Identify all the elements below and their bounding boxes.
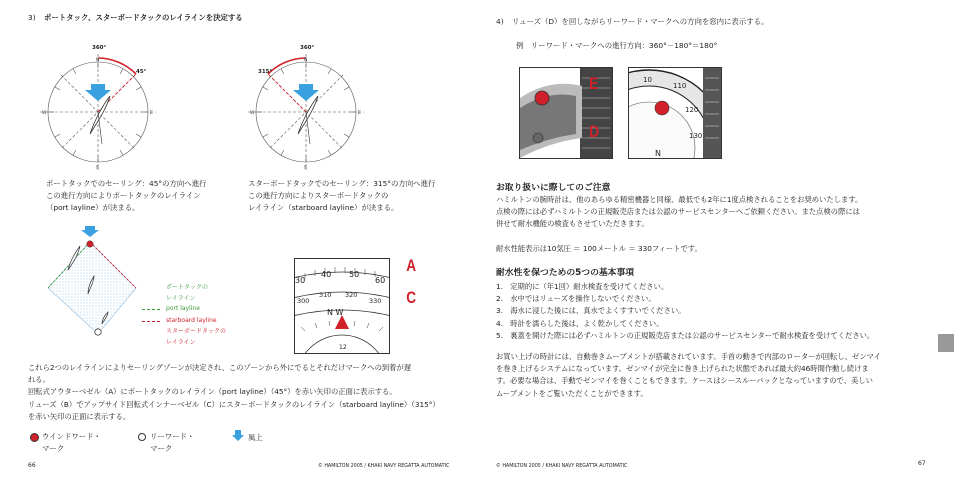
section1-title: お取り扱いに際してのご注意 bbox=[496, 183, 611, 193]
bezel-closeup bbox=[294, 258, 390, 354]
bezel-outer-tick-1: 30 bbox=[295, 276, 306, 285]
section2-list bbox=[496, 281, 874, 342]
bezel-outer-tick-4: 60 bbox=[375, 276, 386, 285]
bezel-inner-tick-3: 320 bbox=[345, 291, 358, 299]
legend-leeward2: マーク bbox=[150, 444, 173, 453]
bezel-label-c: C bbox=[406, 288, 417, 307]
watch-photo-side bbox=[519, 67, 613, 159]
body-line4: リューズ（B）でアップサイド回転式インナーベゼル（C）にスターボードタックのレイライン（starboard layline）（315°） bbox=[28, 399, 440, 409]
compass1-s: S bbox=[96, 166, 99, 171]
legend-wind: 風上 bbox=[248, 433, 263, 442]
compass2-e: E bbox=[358, 111, 361, 116]
compass-port-diagram bbox=[36, 36, 166, 176]
watch-photo-front bbox=[628, 67, 722, 159]
windward-mark-icon bbox=[30, 433, 39, 442]
compass2-top-label: 360° bbox=[300, 45, 315, 51]
compass1-w: W bbox=[42, 111, 47, 116]
watch-bezel-num-4: 130 bbox=[689, 132, 703, 140]
step3-title: ポートタック、スターボードタックのレイラインを決定する bbox=[44, 13, 243, 22]
bezel-nw: N W bbox=[327, 308, 344, 317]
closing-paragraph bbox=[496, 351, 881, 400]
step3-number: 3) bbox=[28, 13, 36, 22]
left-footer: © HAMILTON 2005 / KHAKI NAVY REGATTA AUTOMATIC bbox=[318, 464, 450, 469]
left-body-paragraph bbox=[28, 362, 440, 423]
compass1-e: E bbox=[150, 111, 153, 116]
compass2-caption-line3: レイライン（starboard layline）が決まる。 bbox=[248, 203, 399, 212]
closing-line3: す。必要な場合は、手動でゼンマイを巻くこともできます。ケースはシースルーバックとなっていますので、美しい bbox=[496, 376, 873, 386]
section2-title: 耐水性を保つための5つの基本事項 bbox=[496, 268, 635, 278]
watch-label-e: E bbox=[589, 74, 599, 93]
section1-line4: 耐水性能表示は10気圧 ＝ 100メートル ＝ 330フィートです。 bbox=[496, 244, 702, 253]
watch-bezel-num-3: 120 bbox=[685, 106, 699, 114]
legend-windward2: マーク bbox=[42, 444, 65, 453]
compass2-caption-line1: スターボードタックでのセーリング：315°の方向へ進行 bbox=[248, 179, 436, 188]
zone-starboard-jp2: レイライン bbox=[166, 339, 196, 346]
section2-item-5: 5. 裏蓋を開けた際には必ずハミルトンの正規販売店または公認のサービスセンターで耐水検査を受けてください。 bbox=[496, 330, 875, 340]
body-line2: れる。 bbox=[28, 375, 50, 385]
legend-windward1: ウインドワード・ bbox=[42, 432, 101, 441]
section1-line3: 併せて耐水機能の検査もさせていただきます。 bbox=[496, 219, 649, 229]
wind-arrow-icon bbox=[232, 430, 244, 442]
compass2-n: N bbox=[304, 58, 308, 63]
zone-port-jp2: レイライン bbox=[166, 295, 196, 302]
section1-line1: ハミルトンの腕時計は、他のあらゆる精密機器と同様、最低でも2年に1度点検されることをお奨めいたします。 bbox=[496, 195, 863, 204]
compass1-angle-label: 45° bbox=[136, 69, 147, 75]
zone-starboard-en: starboard layline bbox=[166, 317, 217, 324]
bezel-outer-tick-2: 40 bbox=[321, 270, 332, 279]
bezel-dial-num: 12 bbox=[339, 344, 347, 351]
zone-port-line bbox=[142, 309, 160, 310]
bezel-outer-tick-3: 50 bbox=[349, 270, 360, 279]
compass2-w: W bbox=[250, 111, 255, 116]
compass1-top-label: 360° bbox=[92, 45, 107, 51]
body-line1: これら2つのレイラインによりセーリングゾーンが決定され、このゾーンから外にでるとそれだけマークへの到着が遅 bbox=[28, 363, 412, 372]
compass-starboard-diagram bbox=[244, 36, 374, 176]
left-page-number: 66 bbox=[28, 462, 36, 469]
bezel-inner-tick-4: 330 bbox=[369, 297, 382, 305]
leeward-mark-icon bbox=[138, 433, 146, 441]
zone-port-en: port layline bbox=[166, 305, 200, 312]
step4-title: リューズ（D）を回しながらリーワード・マークへの方向を窓内に表示する。 bbox=[512, 17, 769, 26]
compass1-n: N bbox=[96, 58, 100, 63]
closing-line2: を巻き上げるシステムになっています。ゼンマイが完全に巻き上げられた状態であれば最大約46時間作動し続けま bbox=[496, 364, 869, 374]
legend-leeward1: リーワード・ bbox=[150, 432, 195, 441]
bezel-inner-tick-2: 310 bbox=[319, 291, 332, 299]
bezel-inner-tick-1: 300 bbox=[297, 297, 310, 305]
right-footer: © HAMILTON 2005 / KHAKI NAVY REGATTA AUTOMATIC bbox=[496, 464, 628, 469]
closing-line1: お買い上げの時計には、自動巻きムーブメントが搭載されています。手首の動きで内部のローターが回転し、ゼンマイ bbox=[496, 352, 881, 361]
bezel-label-a: A bbox=[406, 256, 417, 275]
section2-item-1: 1. 定期的に（年1回）耐水検査を受けてください。 bbox=[496, 282, 669, 291]
closing-line4: ムーブメントをご覧いただくことができます。 bbox=[496, 388, 648, 398]
step4-number: 4) bbox=[496, 17, 504, 26]
zone-starboard-line bbox=[142, 321, 160, 322]
watch-bezel-num-1: 10 bbox=[643, 76, 652, 84]
section2-item-3: 3. 海水に浸した後には、真水でよくすすいでください。 bbox=[496, 306, 686, 316]
body-line3: 回転式アウターベゼル（A）にポートタックのレイライン（port layline）（45°）を赤い矢印の正面に表示する。 bbox=[28, 387, 397, 397]
compass2-caption-line2: この進行方向によりスターボードタックの bbox=[248, 191, 389, 200]
section1-line2: 点検の際には必ずハミルトンの正規販売店または公認のサービスセンターへご依頼ください。また点検の際には bbox=[496, 207, 860, 217]
section2-item-2: 2. 水中ではリューズを操作しないでください。 bbox=[496, 294, 656, 304]
watch-label-d: D bbox=[589, 122, 600, 141]
page-edge-tab bbox=[938, 334, 954, 352]
compass1-caption-line2: この進行方向によりポートタックのレイライン bbox=[46, 191, 201, 200]
body-line5: を赤い矢印の正面に表示する。 bbox=[28, 411, 131, 421]
section1-body bbox=[496, 194, 862, 231]
compass2-angle-label: 315° bbox=[258, 69, 273, 75]
sailing-zone-diagram bbox=[26, 224, 166, 344]
section2-item-4: 4. 時計を濡らした後は、よく乾かしてください。 bbox=[496, 318, 664, 328]
compass1-caption-line3: （port layline）が決まる。 bbox=[46, 203, 140, 212]
example-line: 例 リーワード・マークへの進行方向：360°－180°＝180° bbox=[516, 41, 718, 50]
watch-bezel-num-2: 110 bbox=[673, 82, 687, 90]
compass2-s: S bbox=[304, 166, 307, 171]
zone-starboard-jp1: スターボードタックの bbox=[166, 328, 227, 335]
compass1-caption-line1: ポートタックでのセーリング：45°の方向へ進行 bbox=[46, 179, 207, 188]
watch-n-label: N bbox=[655, 149, 661, 158]
zone-port-jp1: ポートタックの bbox=[166, 284, 209, 291]
right-page-number: 67 bbox=[918, 460, 926, 467]
